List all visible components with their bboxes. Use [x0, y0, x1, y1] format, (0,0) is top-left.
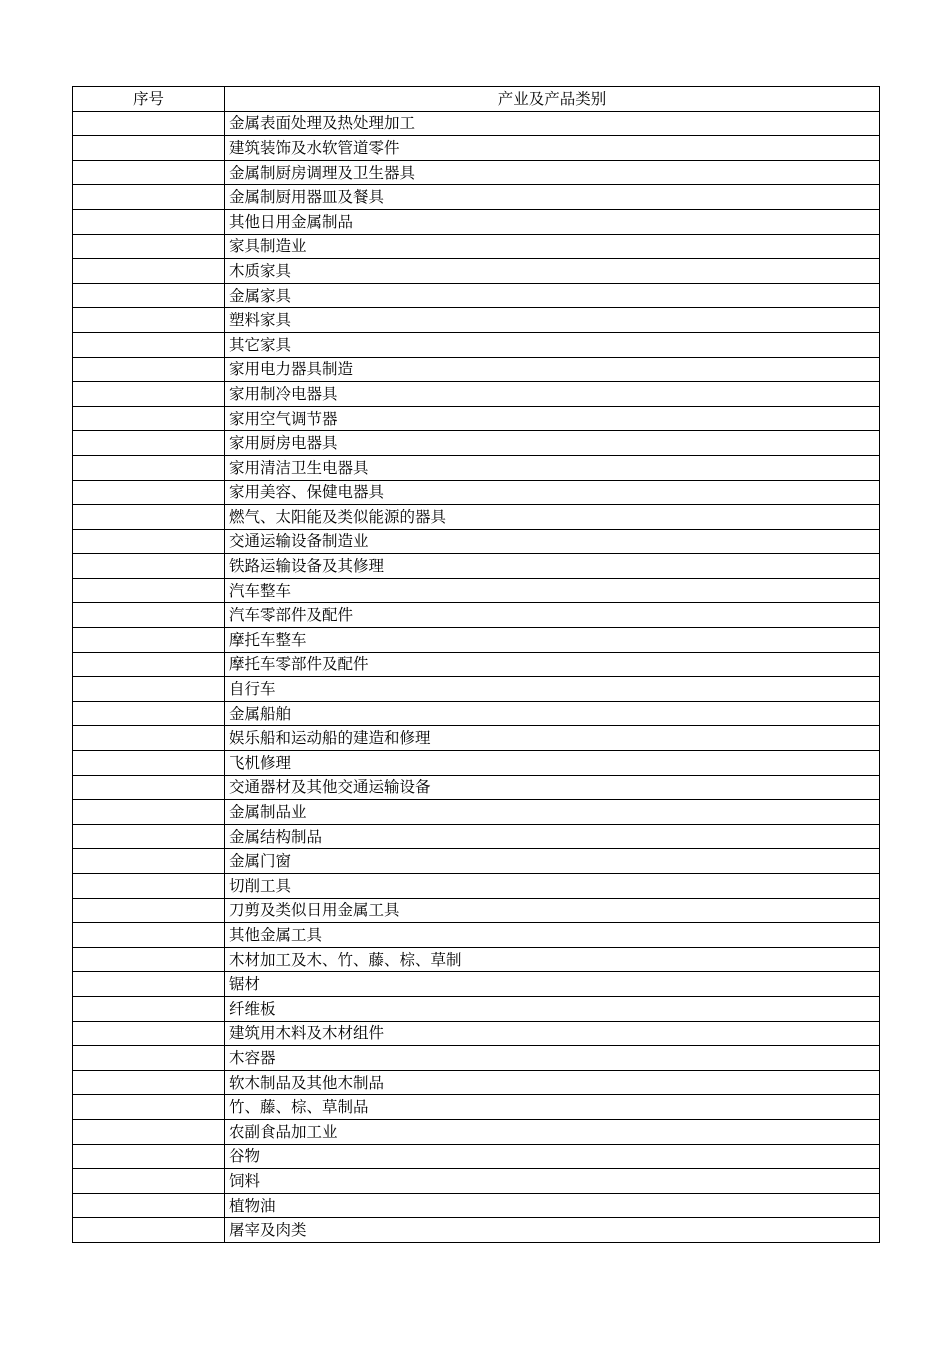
row-category-cell: 木材加工及木、竹、藤、棕、草制 [225, 947, 880, 972]
table-row [73, 972, 880, 997]
table-row [73, 800, 880, 825]
table-row [73, 701, 880, 726]
row-index-cell [73, 529, 225, 554]
row-index-cell [73, 554, 225, 579]
row-index-cell [73, 160, 225, 185]
row-category-cell: 金属结构制品 [225, 824, 880, 849]
table-row [73, 923, 880, 948]
row-category-cell: 其它家具 [225, 332, 880, 357]
row-category-cell: 金属制厨用器皿及餐具 [225, 185, 880, 210]
row-index-cell [73, 628, 225, 653]
index-column-header: 序号 [73, 87, 225, 112]
table-row [73, 898, 880, 923]
row-index-cell [73, 382, 225, 407]
table-row [73, 849, 880, 874]
table-row [73, 603, 880, 628]
row-index-cell [73, 209, 225, 234]
row-category-cell: 家用电力器具制造 [225, 357, 880, 382]
row-category-cell: 摩托车整车 [225, 628, 880, 653]
row-category-cell: 农副食品加工业 [225, 1119, 880, 1144]
table-row [73, 1169, 880, 1194]
row-index-cell [73, 1046, 225, 1071]
row-category-cell: 家用美容、保健电器具 [225, 480, 880, 505]
row-index-cell [73, 1021, 225, 1046]
row-index-cell [73, 259, 225, 284]
spreadsheet-page [72, 86, 879, 1243]
row-index-cell [73, 996, 225, 1021]
row-index-cell [73, 455, 225, 480]
table-row [73, 382, 880, 407]
row-index-cell [73, 800, 225, 825]
table-row [73, 726, 880, 751]
table-row [73, 1021, 880, 1046]
row-category-cell: 其他日用金属制品 [225, 209, 880, 234]
table-row [73, 308, 880, 333]
table-row [73, 874, 880, 899]
row-category-cell: 金属门窗 [225, 849, 880, 874]
row-index-cell [73, 898, 225, 923]
table-row [73, 529, 880, 554]
row-category-cell: 植物油 [225, 1193, 880, 1218]
table-row [73, 996, 880, 1021]
table-row [73, 185, 880, 210]
table-row [73, 209, 880, 234]
table-row [73, 1095, 880, 1120]
table-row [73, 677, 880, 702]
row-category-cell: 饲料 [225, 1169, 880, 1194]
table-row [73, 431, 880, 456]
table-row [73, 136, 880, 161]
row-index-cell [73, 480, 225, 505]
category-column-header: 产业及产品类别 [225, 87, 880, 112]
row-index-cell [73, 775, 225, 800]
table-row [73, 947, 880, 972]
row-index-cell [73, 603, 225, 628]
row-category-cell: 家用制冷电器具 [225, 382, 880, 407]
row-index-cell [73, 1095, 225, 1120]
row-index-cell [73, 185, 225, 210]
row-category-cell: 切削工具 [225, 874, 880, 899]
row-index-cell [73, 701, 225, 726]
row-index-cell [73, 652, 225, 677]
row-category-cell: 自行车 [225, 677, 880, 702]
table-row [73, 234, 880, 259]
row-category-cell: 锯材 [225, 972, 880, 997]
industry-category-table [72, 86, 880, 1243]
table-row [73, 455, 880, 480]
row-index-cell [73, 1169, 225, 1194]
table-row [73, 111, 880, 136]
row-category-cell: 飞机修理 [225, 751, 880, 776]
row-category-cell: 交通运输设备制造业 [225, 529, 880, 554]
row-category-cell: 铁路运输设备及其修理 [225, 554, 880, 579]
table-header-row [73, 87, 880, 112]
row-index-cell [73, 406, 225, 431]
row-category-cell: 建筑装饰及水软管道零件 [225, 136, 880, 161]
table-body [73, 111, 880, 1242]
row-category-cell: 金属制品业 [225, 800, 880, 825]
row-category-cell: 汽车整车 [225, 578, 880, 603]
row-index-cell [73, 283, 225, 308]
row-index-cell [73, 923, 225, 948]
row-index-cell [73, 972, 225, 997]
table-row [73, 652, 880, 677]
row-index-cell [73, 332, 225, 357]
row-category-cell: 家具制造业 [225, 234, 880, 259]
row-category-cell: 屠宰及肉类 [225, 1218, 880, 1243]
table-row [73, 1119, 880, 1144]
table-row [73, 751, 880, 776]
table-row [73, 578, 880, 603]
row-index-cell [73, 357, 225, 382]
row-category-cell: 木质家具 [225, 259, 880, 284]
row-index-cell [73, 1070, 225, 1095]
table-row [73, 406, 880, 431]
row-category-cell: 家用清洁卫生电器具 [225, 455, 880, 480]
row-index-cell [73, 849, 225, 874]
row-category-cell: 谷物 [225, 1144, 880, 1169]
row-index-cell [73, 726, 225, 751]
table-row [73, 1046, 880, 1071]
row-category-cell: 娱乐船和运动船的建造和修理 [225, 726, 880, 751]
row-index-cell [73, 578, 225, 603]
row-index-cell [73, 751, 225, 776]
table-row [73, 332, 880, 357]
row-index-cell [73, 234, 225, 259]
row-category-cell: 燃气、太阳能及类似能源的器具 [225, 505, 880, 530]
table-row [73, 283, 880, 308]
table-row [73, 775, 880, 800]
row-category-cell: 木容器 [225, 1046, 880, 1071]
table-row [73, 1193, 880, 1218]
row-index-cell [73, 111, 225, 136]
table-row [73, 1144, 880, 1169]
row-category-cell: 其他金属工具 [225, 923, 880, 948]
row-category-cell: 汽车零部件及配件 [225, 603, 880, 628]
row-index-cell [73, 947, 225, 972]
table-row [73, 554, 880, 579]
row-index-cell [73, 1119, 225, 1144]
row-category-cell: 竹、藤、棕、草制品 [225, 1095, 880, 1120]
row-index-cell [73, 677, 225, 702]
table-row [73, 1070, 880, 1095]
row-category-cell: 建筑用木料及木材组件 [225, 1021, 880, 1046]
row-index-cell [73, 136, 225, 161]
table-row [73, 824, 880, 849]
row-category-cell: 金属家具 [225, 283, 880, 308]
row-category-cell: 摩托车零部件及配件 [225, 652, 880, 677]
row-category-cell: 家用厨房电器具 [225, 431, 880, 456]
row-index-cell [73, 505, 225, 530]
table-row [73, 628, 880, 653]
row-category-cell: 塑料家具 [225, 308, 880, 333]
row-category-cell: 金属船舶 [225, 701, 880, 726]
row-index-cell [73, 1218, 225, 1243]
table-row [73, 1218, 880, 1243]
table-row [73, 259, 880, 284]
row-category-cell: 纤维板 [225, 996, 880, 1021]
row-category-cell: 刀剪及类似日用金属工具 [225, 898, 880, 923]
row-category-cell: 家用空气调节器 [225, 406, 880, 431]
row-index-cell [73, 1193, 225, 1218]
row-index-cell [73, 824, 225, 849]
row-index-cell [73, 1144, 225, 1169]
row-category-cell: 交通器材及其他交通运输设备 [225, 775, 880, 800]
row-index-cell [73, 308, 225, 333]
row-index-cell [73, 874, 225, 899]
row-category-cell: 软木制品及其他木制品 [225, 1070, 880, 1095]
table-row [73, 160, 880, 185]
row-index-cell [73, 431, 225, 456]
table-row [73, 357, 880, 382]
row-category-cell: 金属制厨房调理及卫生器具 [225, 160, 880, 185]
row-category-cell: 金属表面处理及热处理加工 [225, 111, 880, 136]
table-row [73, 505, 880, 530]
table-row [73, 480, 880, 505]
